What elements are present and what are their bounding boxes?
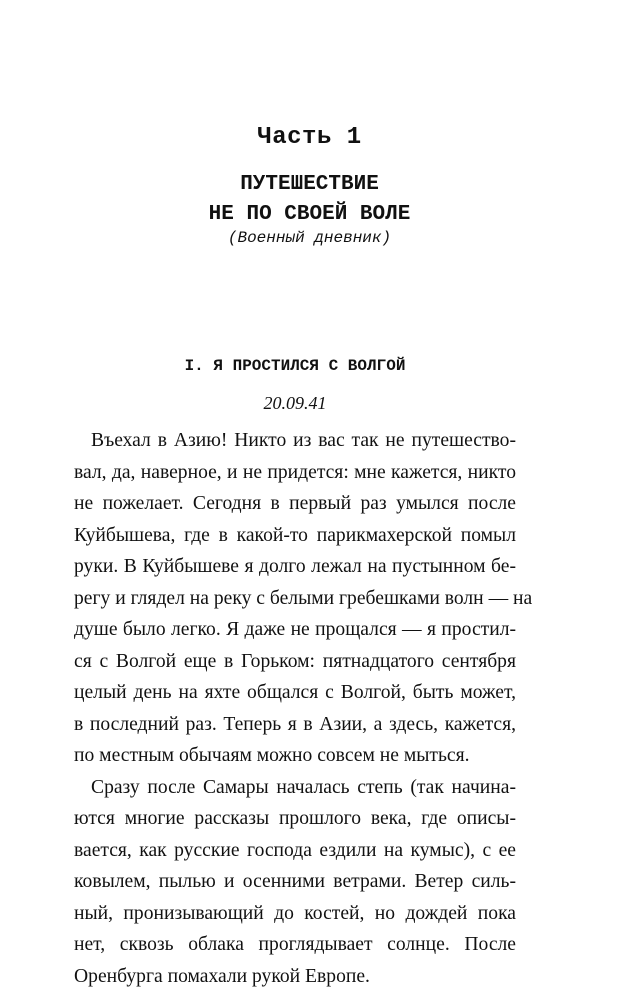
text-line: не пожелает. Сегодня в первый раз умылся после [74,493,516,514]
text-line: вал, да, наверное, и не придется: мне кажется, никто [74,461,516,483]
text-line: вается, как русские господа ездили на кумыс), с ее [74,839,516,861]
text-line: целый день на яхте общался с Волгой, быть может, [74,682,516,703]
text-line: Сразу после Самары началась степь (так начина- [91,776,516,798]
text-line: регу и глядел на реку с белыми гребешками волн — на [74,587,533,609]
paragraph [74,772,516,993]
text-line: ковылем, пылью и осенними ветрами. Ветер силь- [74,871,516,892]
text-line: Оренбурга помахали рукой Европе. [74,965,370,987]
text-line: Куйбышева, где в какой-то парикмахерской помыл [74,524,516,546]
paragraph [74,425,533,772]
book-title-line-1: ПУТЕШЕСТВИЕ [240,173,379,196]
text-line: ются многие рассказы прошлого века, где описы- [74,808,516,829]
chapter-title: I. Я ПРОСТИЛСЯ С ВОЛГОЙ [184,357,406,375]
text-line: в последний раз. Теперь я в Азии, а здесь, кажется, [74,713,516,735]
entry-date: 20.09.41 [263,393,327,413]
book-title-line-2: НЕ ПО СВОЕЙ ВОЛЕ [208,203,411,226]
text-line: душе было легко. Я даже не прощался — я простил- [74,619,516,640]
text-line: нет, сквозь облака проглядывает солнце. После [74,934,516,955]
text-line: ся с Волгой еще в Горьком: пятнадцатого сентября [74,650,516,672]
subtitle: (Военный дневник) [227,229,392,247]
part-title: Часть 1 [257,124,362,151]
text-line: Въехал в Азию! Никто из вас так не путешество- [91,430,516,451]
body-text [74,425,533,992]
text-line: руки. В Куйбышеве я долго лежал на пустынном бе- [74,556,516,577]
text-line: по местным обычаям можно совсем не мыться. [74,745,470,766]
text-line: ный, пронизывающий до костей, но дождей пока [74,902,516,924]
book-title [0,170,619,230]
